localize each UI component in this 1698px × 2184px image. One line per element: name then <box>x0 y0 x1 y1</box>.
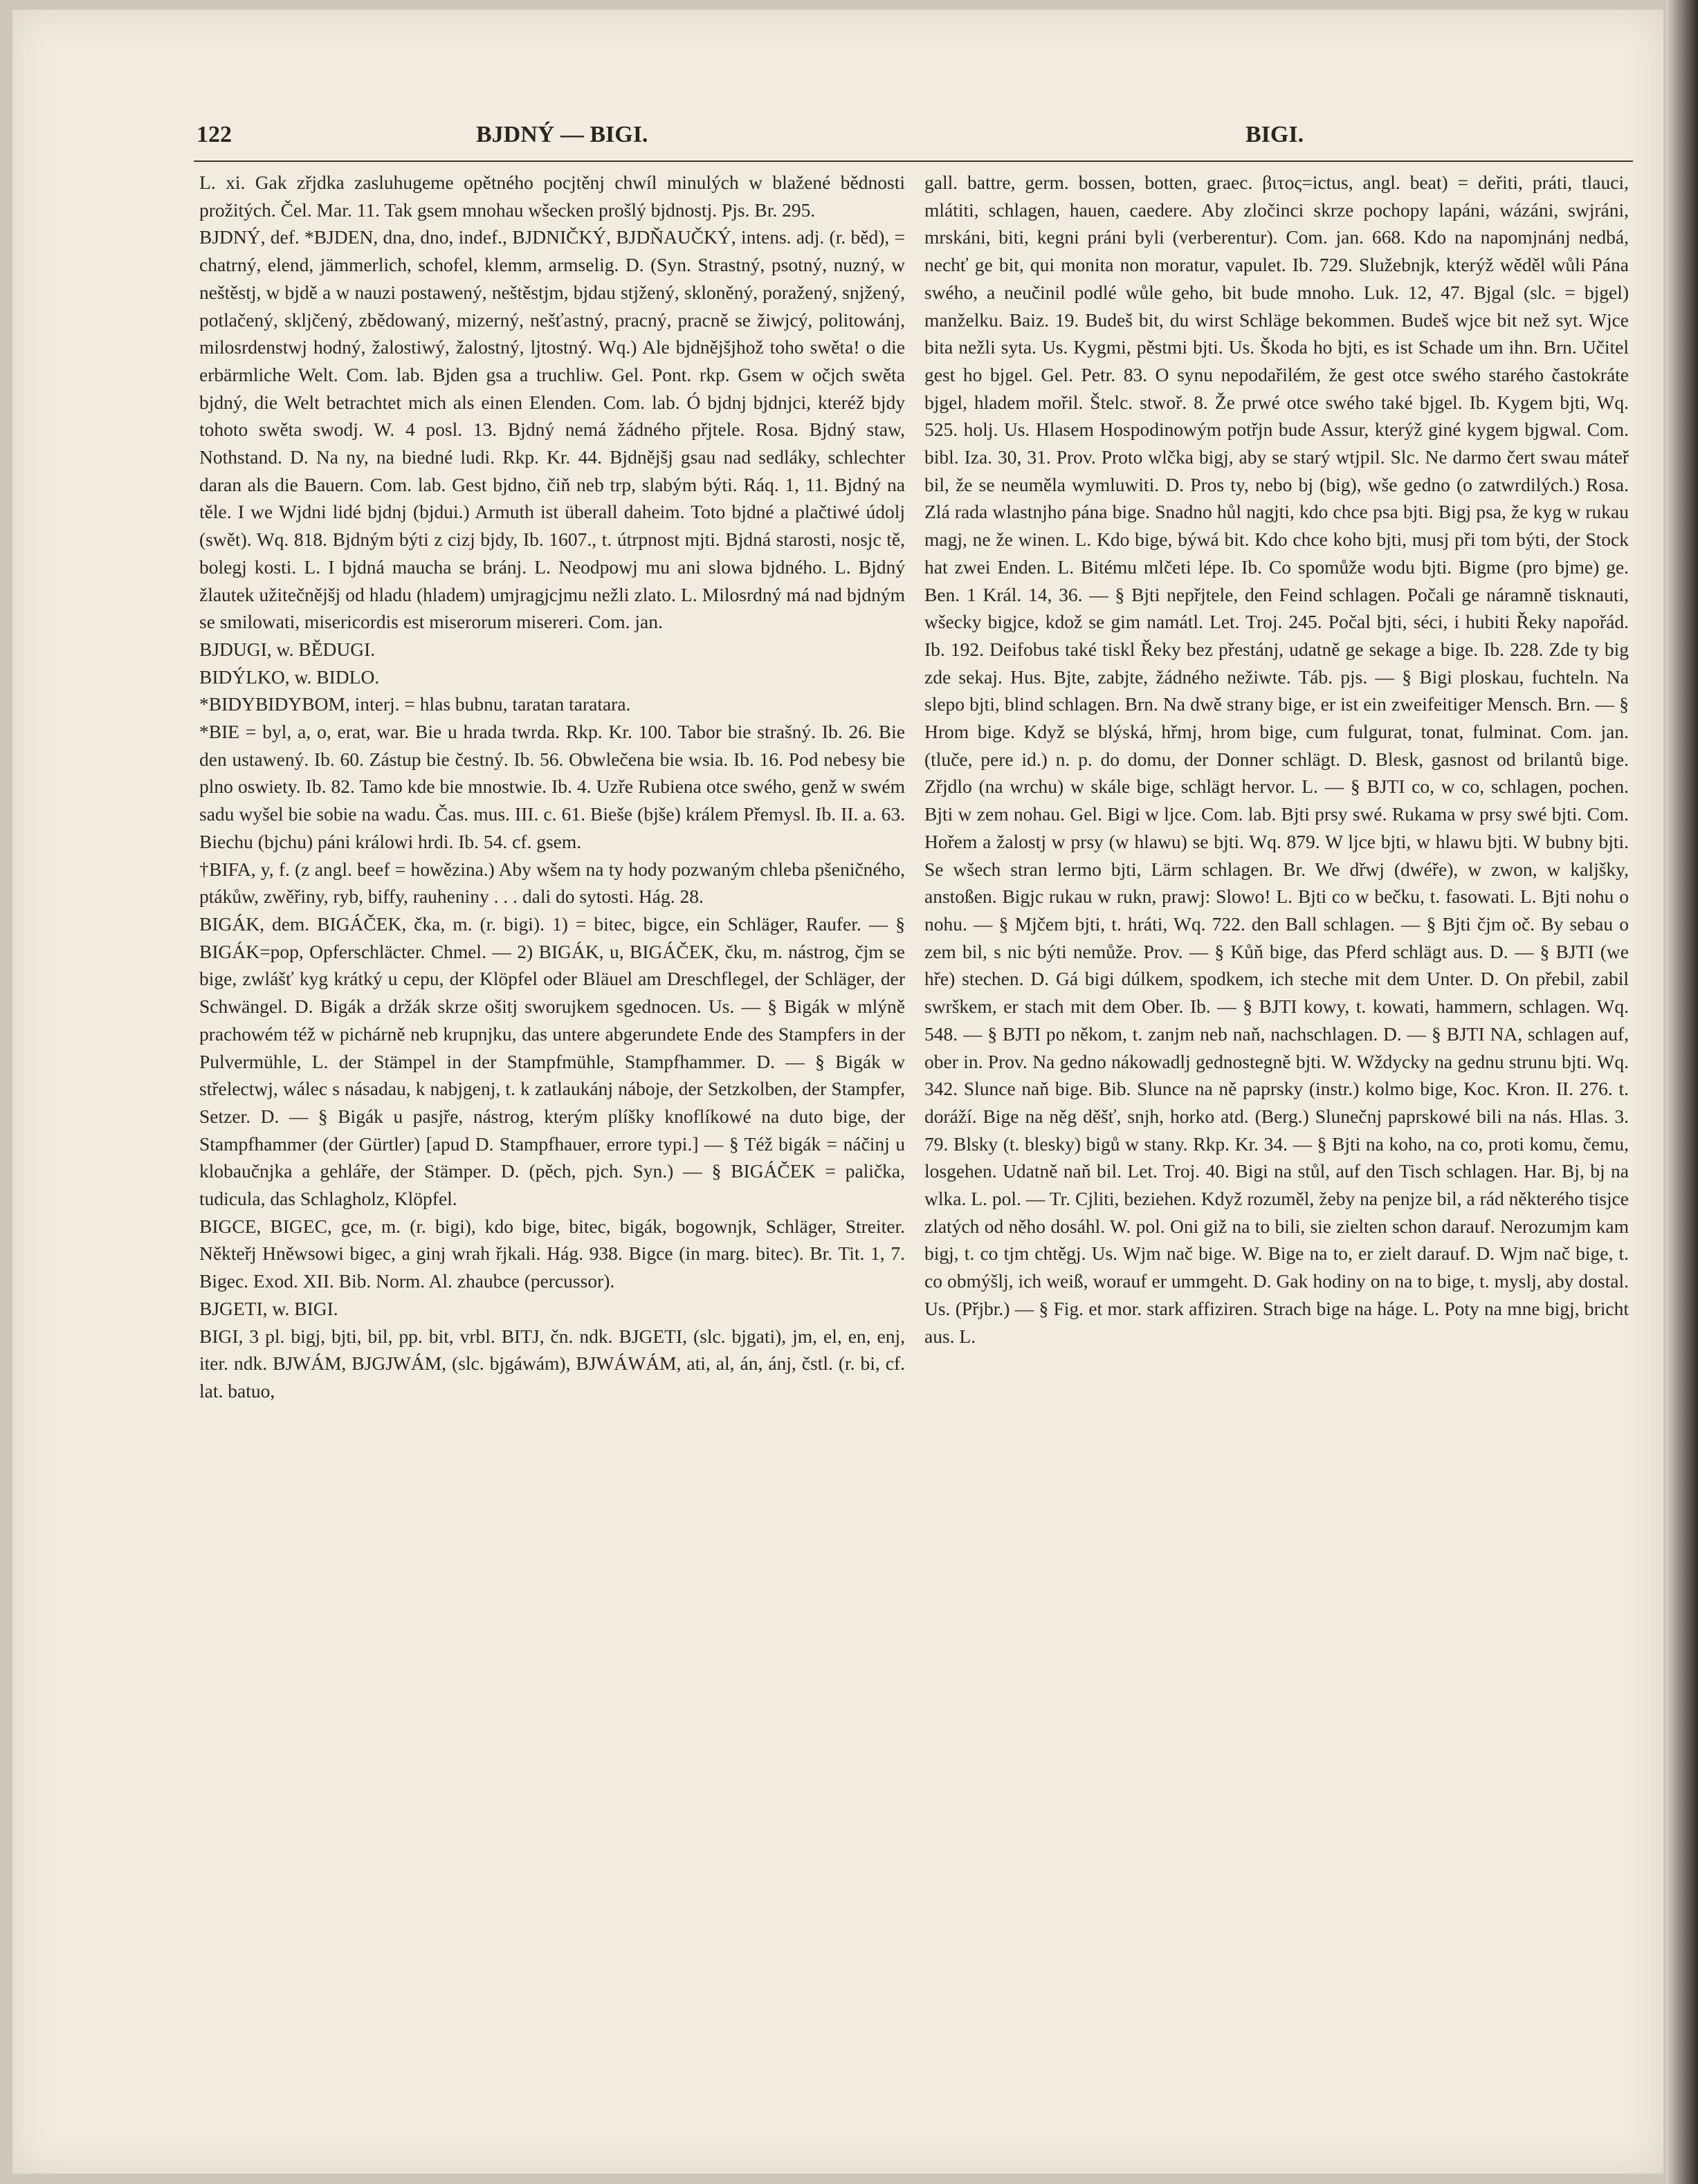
entry-bifa: †BIFA, y, f. (z angl. beef = howězina.) Aby wšem na ty hody pozwaným chleba pšeničného, ptákůw, zwěřiny, ryb, biffy, rauheniny . . . dali do sytosti. Hág. 28. <box>199 858 905 908</box>
entry-bidylko: BIDÝLKO, w. BIDLO. <box>199 666 380 688</box>
entry-bigi-continued: gall. battre, germ. bossen, botten, graec. βιτος=ictus, angl. beat) = deřiti, práti, tlauci, mlátiti, schlagen, hauen, caedere. Aby zločinci skrze pochopy lapáni, wázáni, swjráni, mrskáni, biti, kegni práni byli (verberentur). Com. jan. 668. Kdo na napomjnánj nedbá, nechť ge bit, qui monita non moratur, vapulet. Ib. 729. Služebnjk, kterýž wěděl wůli Pána swého, a neučinil podlé wůle geho, bit bude mnoho. Luk. 12, 47. Bjgal (slc. = bjgel) manželku. Baiz. 19. Budeš bit, du wirst Schläge bekommen. Budeš wjce bit než syt. Wjce bita nežli syta. Us. Kygmi, pěstmi bjti. Us. Škoda ho bjti, es ist Schade um ihn. Brn. Učitel gest ho bjgel. Gel. Petr. 83. O synu nepodařilém, že gest otce swého starého častokráte bjgel, hladem mořil. Štelc. stwoř. 8. Že prwé otce swého také bjgel. Ib. Kygem bjti, Wq. 525. holj. Us. Hlasem Hospodinowým potřjn bude Assur, kterýž giné kygem bjgwal. Com. bibl. Iza. 30, 31. Prov. Proto wlčka bigj, aby se starý wtjpil. Slc. Ne darmo čert swau máteř bil, že se neuměla wymluwiti. D. Pros ty, nebo bj (big), wše gedno (o zatwrdilých.) Rosa. Zlá rada wlastnjho pána bige. Snadno hůl nagjti, kdo chce psa bjti. Bigj psa, že kyg w rukau magj, ne že winen. L. Kdo bige, býwá bit. Kdo chce koho bjti, musj při tom býti, der Stock hat zwei Enden. L. Bitému mlčeti lépe. Ib. Co spomůže wodu bjti. Bigme (pro bjme) ge. Ben. 1 Král. 14, 36. — § Bjti nepřjtele, den Feind schlagen. Počali ge náramně tisknauti, wšecky bigjce, kdož se gim namátl. Let. Troj. 245. Počal bjti, séci, i hubiti Řeky napořád. Ib. 192. Deifobus také tiskl Řeky bez přestánj, udatně ge sekage a bige. Ib. 228. Zde ty big zde sekaj. Hus. Bjte, zabjte, žádného nežiwte. Táb. pjs. — § Bigi ploskau, fuchteln. Na slepo bjti, blind schlagen. Brn. Na dwě strany bige, er ist ein zweifeitiger Mensch. Brn. — § Hrom bige. Když se blýská, hřmj, hrom bige, cum fulgurat, tonat, fulminat. Com. jan. (tluče, pere id.) n. p. do domu, der Donner schlägt. D. Blesk, gasnost od brilantů bige. Zřjdlo (na wrchu) w skále bige, schlägt hervor. L. — § BJTI co, w co, schlagen, pochen. Bjti w zem nohau. Gel. Bigi w ljce. Com. lab. Bjti prsy swé. Rukama w prsy swé bjti. Com. Hořem a žalostj w prsy (w hlawu) se bjti. Wq. 879. W ljce bjti, w hlawu bjti. W bubny bjti. Se wšech stran lermo bjti, Lärm schlagen. Br. We dřwj (dwéře), w zwon, w kaljšky, anstoßen. Bigjc rukau w rukn, prawj: Slowo! L. Bjti co w bečku, t. fasowati. L. Bjti nohu o nohu. — § Mjčem bjti, t. hráti, Wq. 722. den Ball schlagen. — § Bjti čjm oč. By sebau o zem bil, s nic býti nemůže. Prov. — § Kůň bige, das Pferd schlägt aus. D. — § BJTI (we hře) stechen. D. Gá bigi dúlkem, spodkem, ich steche mit dem Unter. D. On přebil, zabil swrškem, er stach mit dem Ober. Ib. — § BJTI kowy, t. kowati, hammern, schlagen. Wq. 548. — § BJTI po někom, t. zanjm neb naň, nachschlagen. D. — § BJTI NA, schlagen auf, ober in. Prov. Na gedno nákowadlj gednostegně bjti. W. Wždycky na gednu strunu bjti. Wq. 342. Slunce naň bige. Bib. Slunce na ně paprsky (instr.) kolmo bige, Koc. Kron. II. 276. t. doráží. Bige na něg děšť, snjh, horko atd. (Berg.) Slunečnj paprskowé bili na nás. Hlas. 3. 79. Blsky (t. blesky) bigů w stany. Rkp. Kr. 34. — § Bjti na koho, na co, proti komu, čemu, losgehen. Udatně naň bil. Let. Troj. 40. Bigi na stůl, auf den Tisch schlagen. Har. Bj, bj na wlka. L. pol. — Tr. Cjliti, beziehen. Když rozuměl, žeby na penjze bil, a rád některého tisjce zlatých od něho dosáhl. W. pol. Oni giž na to bili, sie zielten schon darauf. Nerozumjm kam bigj, t. co tjm chtěgj. Us. Wjm nač bige. W. Bige na to, er zielt darauf. D. Wjm nač bige, t. co obmýšlj, ich weiß, worauf er ummgeht. D. Gak hodiny on na to bige, t. myslj, aby dostal. Us. (Přjbr.) — § Fig. et mor. stark affiziren. Strach bige na háge. L. Poty na mne bigj, bricht aus. L. <box>924 172 1629 1347</box>
entry-bigce: BIGCE, BIGEC, gce, m. (r. bigi), kdo bige, bitec, bigák, bogownjk, Schläger, Streiter. Někteřj Hněwsowi bigec, a ginj wrah řjkali. Hág. 938. Bigce (in marg. bitec). Br. Tit. 1, 7. Bigec. Exod. XII. Bib. Norm. Al. zhaubce (percussor). <box>199 1215 905 1292</box>
entry-continuation: L. xi. Gak zřjdka zasluhugeme opětného pocjtěnj chwíl minulých w blažené bědnosti prožitých. Čel. Mar. 11. Tak gsem mnohau wšecken prošlý bjdnostj. Pjs. Br. 295. <box>199 172 905 221</box>
entry-bie: *BIE = byl, a, o, erat, war. Bie u hrada twrda. Rkp. Kr. 100. Tabor bie strašný. Ib. 26. Bie den ustawený. Ib. 60. Zástup bie čestný. Ib. 56. Obwlečena bie wsia. Ib. 16. Pod nebesy bie plno oswiety. Ib. 82. Tamo kde bie mnostwie. Ib. 4. Uzře Rubiena otce swého, genž w swém sadu wyšel bie sobie na wadu. Čas. mus. III. c. 61. Bieše (bjše) králem Přemysl. Ib. II. a. 63. Biechu (bjchu) páni králowi hrdi. Ib. 54. cf. gsem. <box>199 721 905 852</box>
entry-bjdugi: BJDUGI, w. BĚDUGI. <box>199 638 376 660</box>
binding-edge <box>1666 0 1698 2184</box>
entry-bjgeti: BJGETI, w. BIGI. <box>199 1297 338 1319</box>
entry-bidybidybom: *BIDYBIDYBOM, interj. = hlas bubnu, taratan taratara. <box>199 693 631 715</box>
right-column <box>924 169 1629 1350</box>
entry-bjdny: BJDNÝ, def. *BJDEN, dna, dno, indef., BJDNIČKÝ, BJDŇAUČKÝ, intens. adj. (r. běd), = chatrný, elend, jämmerlich, schofel, klemm, armselig. D. (Syn. Strastný, psotný, nuzný, w neštěstj, w bjdě a w nauzi postawený, neštěstjm, bjdau stjžený, skloněný, poražený, snjžený, potlačený, skljčený, zbědowaný, mizerný, nešťastný, pracný, pracně se žiwjcý, politowánj, milosrdenstwj hodný, žalostiwý, žalostný, ljtostný. Wq.) Ale bjdnějšjhož toho swěta! o die erbärmliche Welt. Com. lab. Bjden gsa a truchliw. Gel. Pont. rkp. Gsem w očjch swěta bjdný, die Welt betrachtet mich als einen Elenden. Com. lab. Ó bjdnj bjdnjci, kteréž bjdy tohoto swěta swodj. W. 4 posl. 13. Bjdný nemá žádného přjtele. Rosa. Bjdný staw, Nothstand. D. Na ny, na biedné ludi. Rkp. Kr. 44. Bjdnějšj gsau nad sedláky, schlechter daran als die Bauern. Com. lab. Gest bjdno, čiň neb trp, slabým býti. Ráq. 1, 11. Bjdný na těle. I we Wjdni lidé bjdnj (bjdui.) Armuth ist überall daheim. Toto bjdné a plačtiwé údolj (swět). Wq. 818. Bjdným býti z cizj bjdy, Ib. 1607., t. útrpnost mjti. Bjdná starosti, nosjc tě, bolegj kosti. L. I bjdná maucha se bránj. L. Neodpowj mu ani slowa bjdného. L. Bjdný žlautek užitečnějšj od hladu (hladem) umjragjcjmu nežli zlato. L. Milosrdný má nad bjdným se smilowati, misericordis est miserorum misereri. Com. jan. <box>199 226 905 633</box>
running-header <box>185 118 1638 159</box>
right-column-title: BIGI. <box>1245 122 1304 147</box>
left-column <box>199 169 905 1405</box>
page-number: 122 <box>197 122 232 147</box>
header-rule <box>194 160 1633 162</box>
entry-bigak: BIGÁK, dem. BIGÁČEK, čka, m. (r. bigi). 1) = bitec, bigce, ein Schläger, Raufer. — § BIGÁK=pop, Opferschläcter. Chmel. — 2) BIGÁK, u, BIGÁČEK, čku, m. nástrog, čjm se bige, zwlášť kyg krátký u cepu, der Klöpfel oder Bläuel am Dreschflegel, der Schläger, der Schwängel. D. Bigák a držák skrze ošitj sworujkem sgednocen. Us. — § Bigák w mlýně prachowém též w pichárně neb krupnjku, das untere abgerundete Ende des Stampfers in der Pulvermühle, L. der Stämpel in der Stampfmühle, Stampfhammer. D. — § Bigák w střelectwj, wálec s násadau, k nabjgenj, t. k zatlaukánj náboje, der Setzkolben, der Stampfer, Setzer. D. — § Bigák u pasjře, nástrog, kterým plíšky knoflíkowé na duto bige, der Stampfhammer (der Gürtler) [apud D. Stampfhauer, errore typi.] — § Též bigák = náčinj u klobaučnjka a gehláře, der Stämper. D. (pěch, pjch. Syn.) — § BIGÁČEK = palička, tudicula, das Schlagholz, Klöpfel. <box>199 912 905 1210</box>
entry-bigi: BIGI, 3 pl. bigj, bjti, bil, pp. bit, vrbl. BITJ, čn. ndk. BJGETI, (slc. bjgati), jm, el, en, enj, iter. ndk. BJWÁM, BJGJWÁM, (slc. bjgáwám), BJWÁWÁM, ati, al, án, ánj, čstl. (r. bi, cf. lat. batuo, <box>199 1325 905 1402</box>
left-column-title: BJDNÝ — BIGI. <box>476 122 648 147</box>
